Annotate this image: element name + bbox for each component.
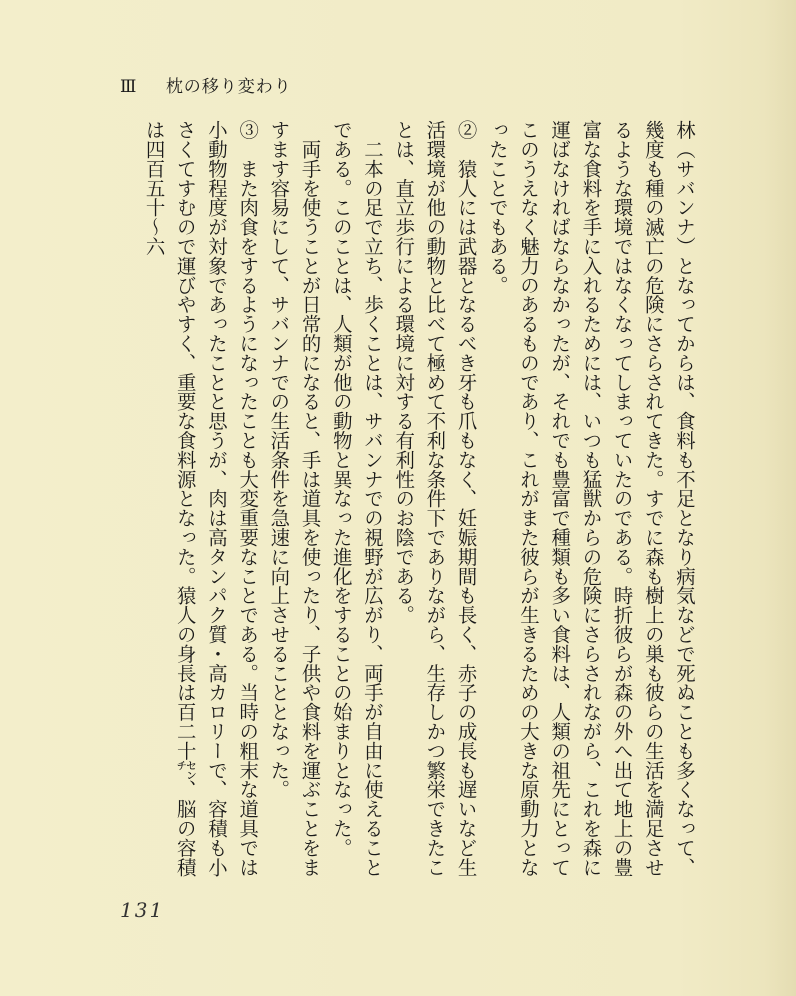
paragraph: 二本の足で立ち、歩くことは、サバンナでの視野が広がり、両手が自由に使えることである。このことは、人類が他の動物と異なった進化をすることの始まりとなった。 bbox=[329, 120, 384, 877]
chapter-number: Ⅲ bbox=[120, 77, 138, 97]
paragraph: 両手を使うことが日常的になると、手は道具を使ったり、子供や食料を運ぶことをますます容易にして、サバンナでの生活条件を急速に向上させることとなった。 bbox=[267, 120, 322, 877]
page-number: 131 bbox=[120, 898, 165, 922]
running-header bbox=[120, 72, 292, 97]
paragraph: ② 猿人には武器となるべき牙も爪もなく、妊娠期間も長く、赤子の成長も遅いなど生活環境が他の動物と比べて極めて不利な条件下でありながら、生存しかつ繁栄できたことは、直立歩行による環境に対する有利性のお陰である。 bbox=[392, 120, 478, 877]
paragraph: ③ また肉食をするようになったことも大変重要なことである。当時の粗末な道具では小動物程度が対象であったことと思うが、肉は高タンパク質・高カロリーで、容積も小さくてすむので運びやすく、重要な食料源となった。猿人の身長は百二十㌢、脳の容積は四百五十〜六 bbox=[142, 120, 260, 877]
paragraph: 林（サバンナ）となってからは、食料も不足となり病気などで死ぬことも多くなって、幾度も種の滅亡の危険にさらされてきた。すでに森も樹上の巣も彼らの生活を満足させるような環境ではなくなってしまっていたのである。時折彼らが森の外へ出て地上の豊富な食料を手に入れるためには、いつも猛獣からの危険にさらされながら、これを森に運ばなければならなかったが、それでも豊富で種類も多い食料は、人類の祖先にとってこのうえなく魅力のあるものであり、これがまた彼らが生きるための大きな原動力となったことでもある。 bbox=[485, 120, 696, 877]
vertical-body-text bbox=[80, 120, 700, 880]
chapter-title: 枕の移り変わり bbox=[165, 77, 292, 97]
